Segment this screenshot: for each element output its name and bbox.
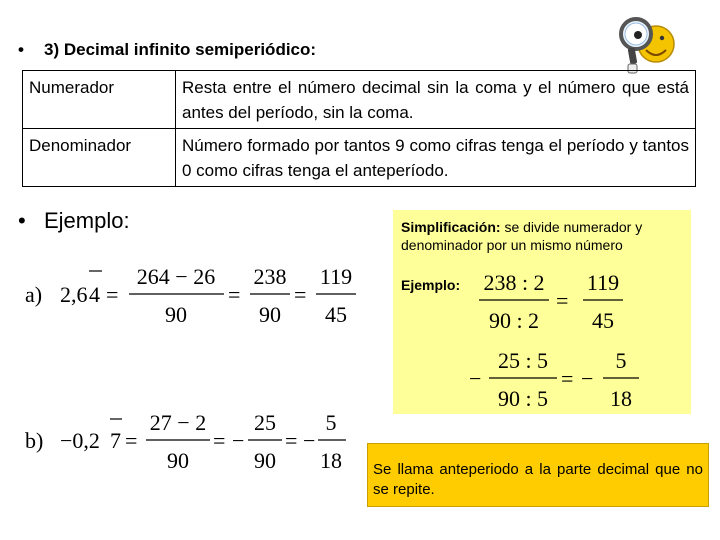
anteperiodo-box	[367, 443, 709, 507]
definitions-table	[22, 70, 696, 187]
eq-a-f2-denominator: 90	[259, 302, 281, 327]
s4-denominator: 18	[610, 386, 632, 411]
eq-b-f2-denominator: 90	[254, 448, 276, 473]
equals-sign: =	[294, 282, 307, 307]
equals-sign: =	[556, 288, 569, 313]
s2-numerator: 119	[586, 270, 620, 295]
equals-sign: =	[285, 428, 298, 453]
equals-sign: =	[213, 428, 226, 453]
example-label: Ejemplo:	[44, 208, 130, 233]
s1-numerator: 238 : 2	[483, 270, 545, 295]
equals-sign: =	[125, 428, 138, 453]
simplification-description: se divide numerador y denominador por un mismo número	[401, 219, 643, 253]
eq-a-f2-numerator: 238	[253, 264, 287, 289]
s1-denominator: 90 : 2	[488, 308, 540, 333]
eq-b-label: b)	[25, 428, 44, 453]
table-row	[23, 71, 696, 129]
eq-a-f1-denominator: 90	[165, 302, 187, 327]
simplification-title: Simplificación:	[401, 219, 501, 235]
equals-sign: =	[561, 366, 574, 391]
description-cell: Resta entre el número decimal sin la coma y el número que está antes del período, sin la coma.	[176, 71, 696, 129]
s2-denominator: 45	[592, 308, 614, 333]
eq-b-f3-denominator: 18	[320, 448, 342, 473]
magnifier-smiley-icon	[612, 10, 680, 78]
s4-numerator: 5	[615, 348, 627, 373]
eq-a-number: 2,6	[60, 282, 88, 307]
example-heading	[18, 208, 130, 234]
section-heading	[18, 40, 316, 60]
example-bullet: •	[18, 208, 26, 233]
eq-b-f3-numerator: 5	[325, 410, 337, 435]
equals-sign: =	[106, 282, 119, 307]
minus-sign: −	[232, 428, 245, 453]
term-cell: Numerador	[23, 71, 176, 129]
eq-b-number: −0,2	[60, 428, 100, 453]
eq-a-f3-denominator: 45	[325, 302, 347, 327]
s3-denominator: 90 : 5	[497, 386, 549, 411]
simplification-math	[393, 210, 691, 414]
simplification-box	[393, 210, 691, 414]
minus-sign: −	[469, 366, 482, 391]
heading-text: 3) Decimal infinito semiperiódico:	[44, 40, 317, 59]
eq-a-f3-numerator: 119	[319, 264, 353, 289]
minus-sign: −	[303, 428, 316, 453]
eq-b-period: 7	[110, 428, 121, 453]
s3-numerator: 25 : 5	[497, 348, 549, 373]
anteperiodo-text: Se llama anteperiodo a la parte decimal que no se repite.	[373, 461, 703, 498]
eq-a-label: a)	[25, 282, 43, 307]
table-row	[23, 129, 696, 187]
description-cell: Número formado por tantos 9 como cifras tenga el período y tantos 0 como cifras tenga el anteperíodo.	[176, 129, 696, 187]
equals-sign: =	[228, 282, 241, 307]
eq-b-f2-numerator: 25	[254, 410, 276, 435]
minus-sign: −	[581, 366, 594, 391]
eq-b-f1-denominator: 90	[167, 448, 189, 473]
eq-b-f1-numerator: 27 − 2	[149, 410, 207, 435]
eq-a-period: 4	[89, 282, 100, 307]
heading-bullet: •	[18, 40, 24, 59]
term-cell: Denominador	[23, 129, 176, 187]
eq-a-f1-numerator: 264 − 26	[136, 264, 216, 289]
simplification-example-label: Ejemplo:	[401, 277, 461, 293]
